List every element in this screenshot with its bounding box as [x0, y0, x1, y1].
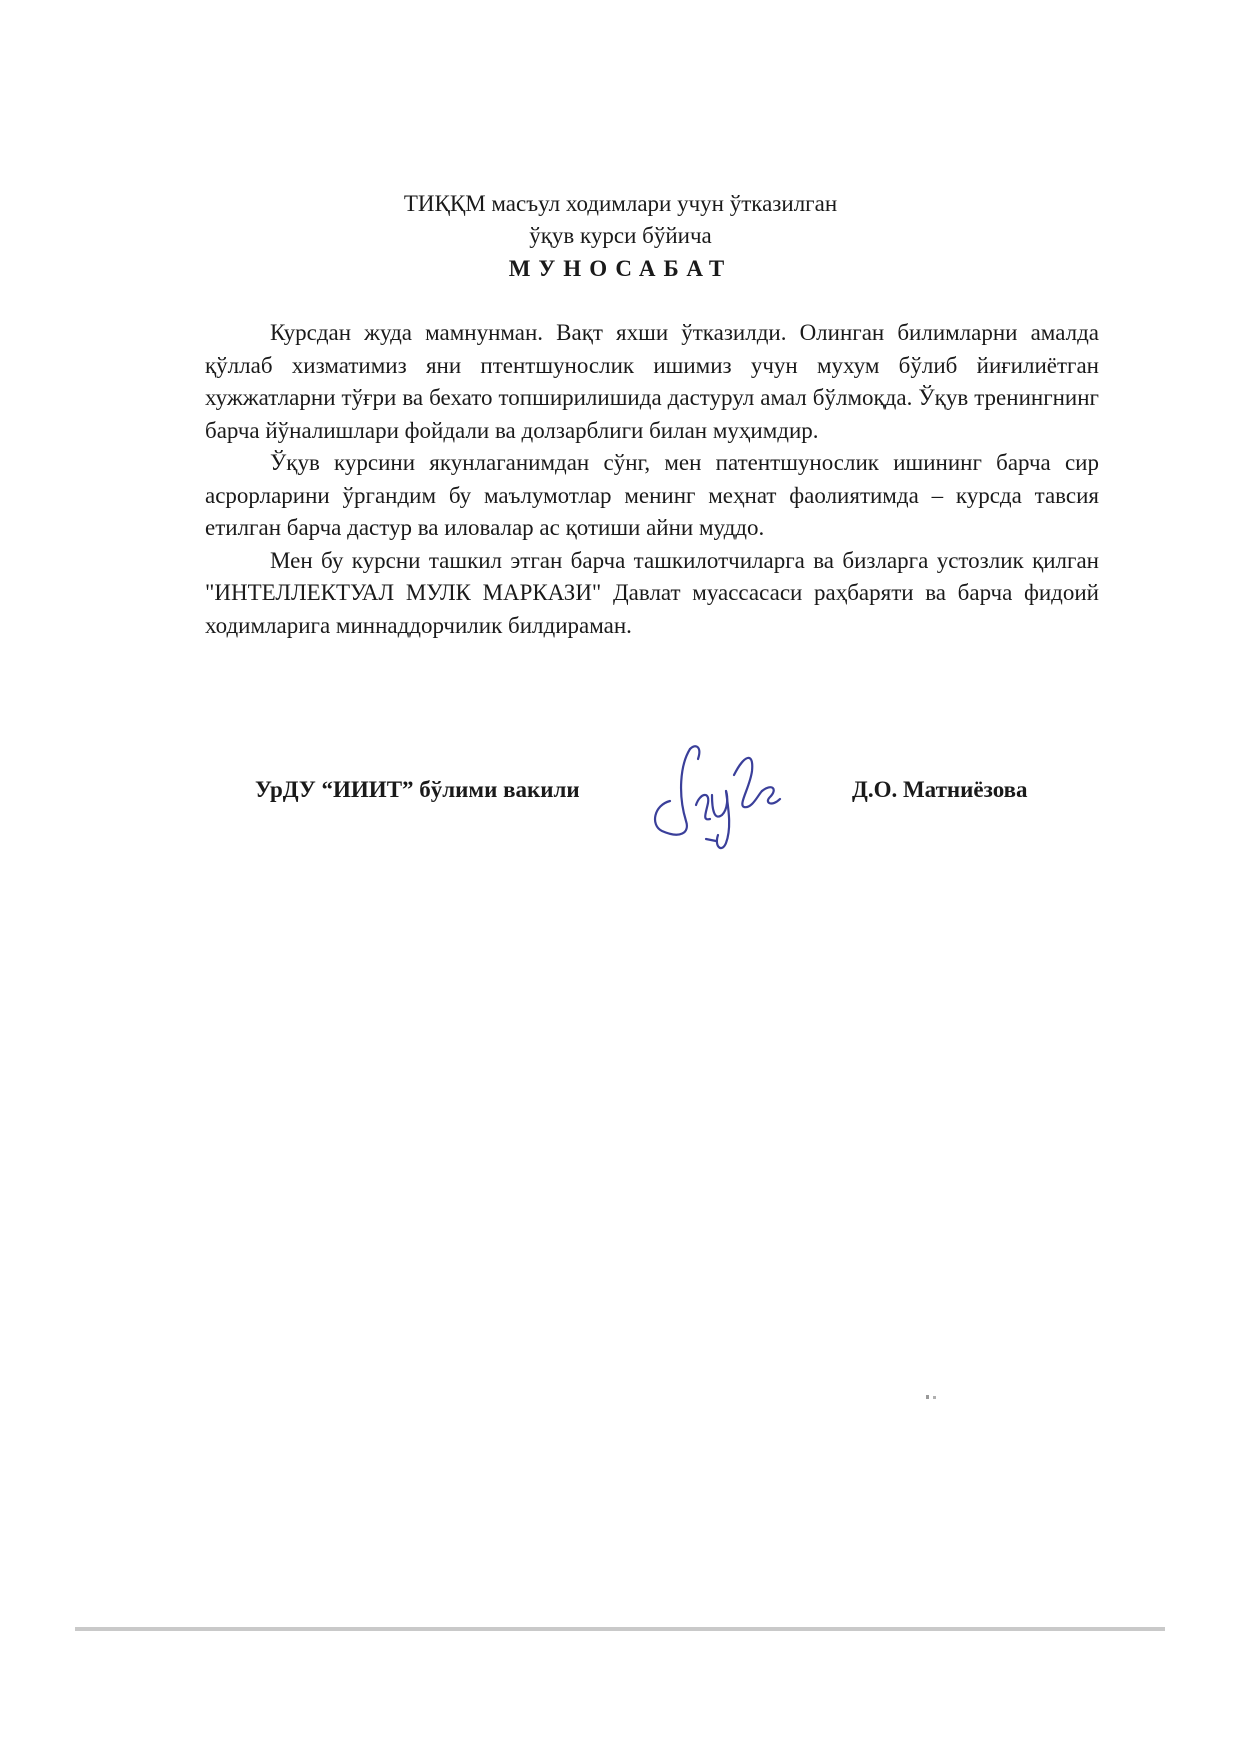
handwritten-signature	[640, 735, 800, 855]
heading-line-2: ўқув курси бўйича	[529, 223, 712, 248]
bottom-divider	[75, 1627, 1165, 1631]
scan-speck-mark	[925, 1393, 945, 1401]
signatory-position: УрДУ “ИИИТ” бўлими вакили	[255, 777, 580, 802]
document-heading	[0, 188, 1241, 288]
signatory-name: Д.О. Матниёзова	[852, 777, 1028, 802]
heading-line-1: ТИҚҚМ масъул ходимлари учун ўтказилган	[403, 191, 838, 216]
paragraph-2: Ўқув курсини якунлаганимдан сўнг, мен патентшунослик ишининг барча сир асрорларини ўргандим бу маълумотлар менинг меҳнат фаолиятимда – курсда тавсия етилган барча дастур ва иловалар ас қотиши айни муддо.	[205, 450, 1099, 540]
paragraph-1: Курсдан жуда мамнунман. Вақт яхши ўтказилди. Олинган билимларни амалда қўллаб хизматимиз яни птентшунослик ишимиз учун мухум бўлиб йиғилиётган хужжатларни тўғри ва бехато топширилишида дастурул амал бўлмоқда. Ўқув тренингнинг барча йўналишлари фойдали ва долзарблиги билан муҳимдир.	[205, 320, 1099, 443]
signature-row	[0, 765, 1241, 845]
paragraph-3: Мен бу курсни ташкил этган барча ташкилотчиларга ва бизларга устозлик қилган "ИНТЕЛЛЕКТУАЛ МУЛК МАРКАЗИ" Давлат муассасаси раҳбаряти ва барча фидоий ходимларига миннаддорчилик билдираман.	[205, 547, 1099, 638]
document-body	[205, 317, 1099, 642]
document-title: МУНОСАБАТ	[508, 256, 733, 281]
